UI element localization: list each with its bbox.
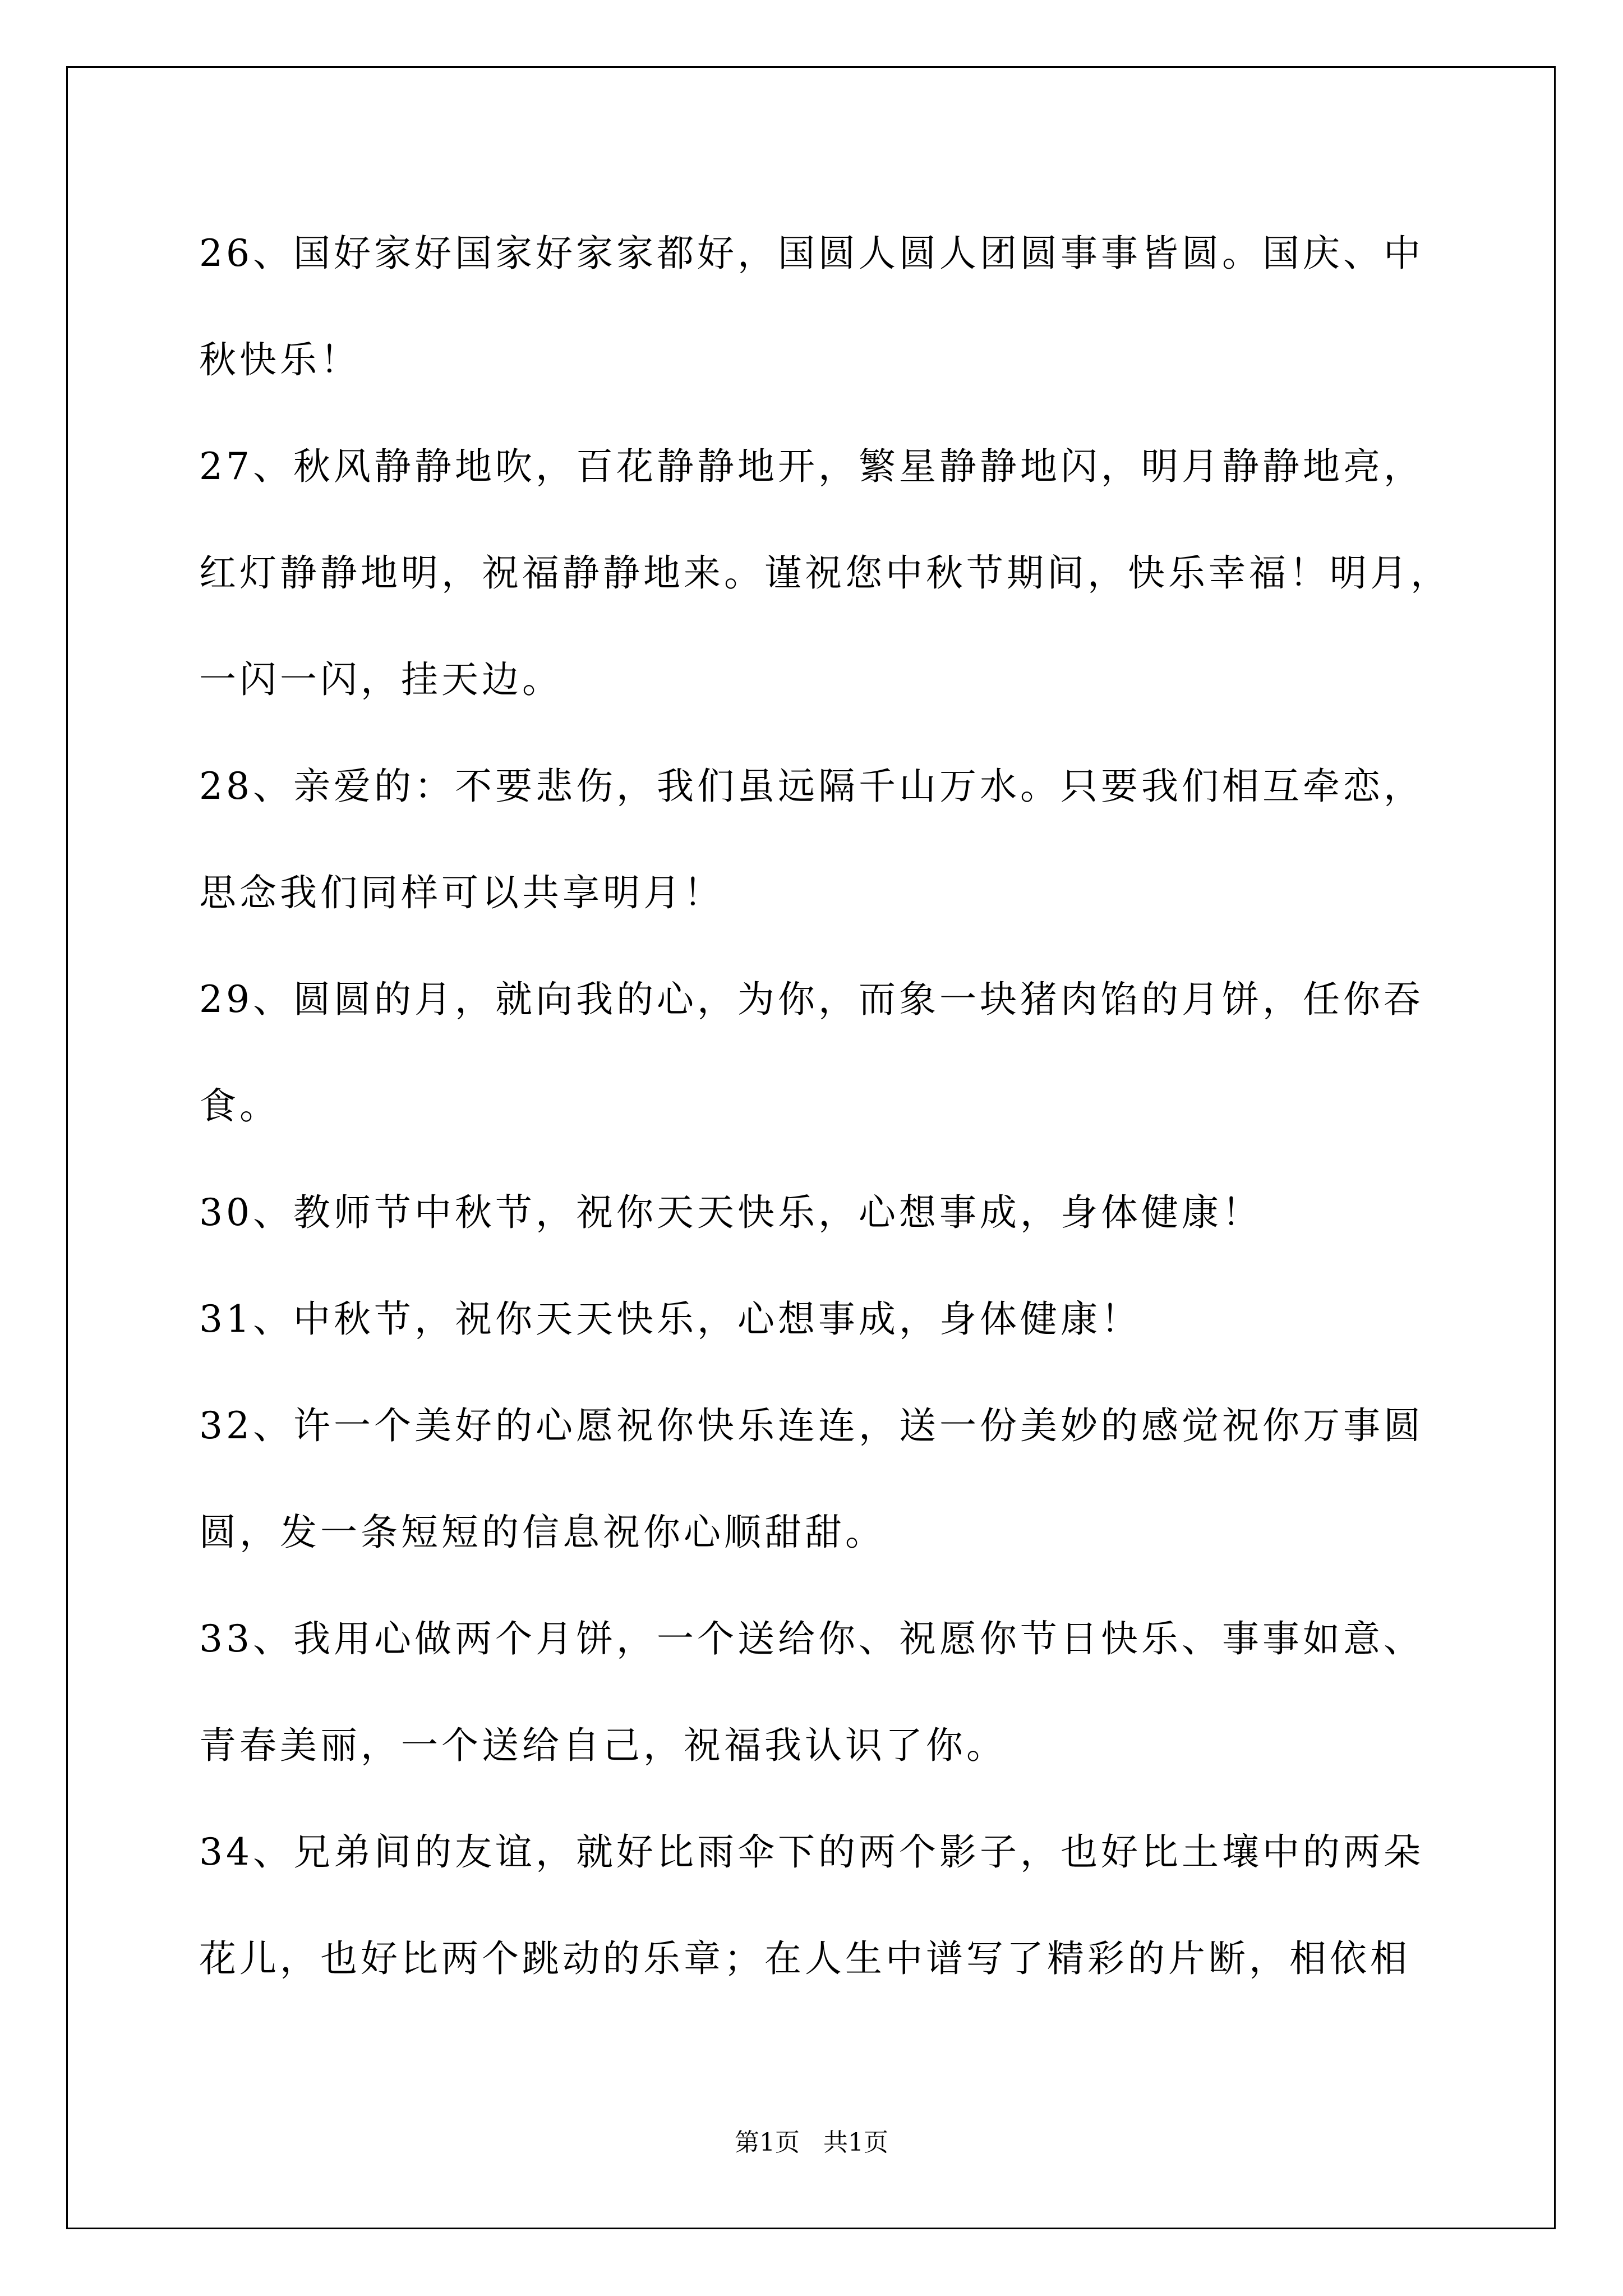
text-line: 31、中秋节，祝你天天快乐，心想事成，身体健康！ (199, 1297, 1141, 1341)
page-footer (0, 2126, 1623, 2160)
text-line: 青春美丽，一个送给自己，祝福我认识了你。 (199, 1724, 1007, 1767)
text-line: 30、教师节中秋节，祝你天天快乐，心想事成，身体健康！ (199, 1191, 1262, 1234)
page-number-total: 共1页 (823, 2128, 888, 2157)
text-line: 思念我们同样可以共享明月！ (199, 871, 724, 914)
text-line: 红灯静静地明，祝福静静地来。谨祝您中秋节期间，快乐幸福！明月， (199, 551, 1451, 595)
text-line: 28、亲爱的：不要悲伤，我们虽远隔千山万水。只要我们相互牵恋， (199, 765, 1424, 808)
text-line: 32、许一个美好的心愿祝你快乐连连，送一份美妙的感觉祝你万事圆 (199, 1404, 1424, 1447)
text-line: 34、兄弟间的友谊，就好比雨伞下的两个影子，也好比土壤中的两朵 (199, 1830, 1424, 1874)
page-number-current: 第1页 (735, 2128, 800, 2157)
text-line: 33、我用心做两个月饼，一个送给你、祝愿你节日快乐、事事如意、 (199, 1617, 1424, 1660)
text-line: 秋快乐！ (199, 338, 361, 381)
text-line: 26、国好家好国家好家家都好，国圆人圆人团圆事事皆圆。国庆、中 (199, 232, 1424, 275)
text-line: 圆，发一条短短的信息祝你心顺甜甜。 (199, 1511, 886, 1554)
text-line: 花儿，也好比两个跳动的乐章；在人生中谱写了精彩的片断，相依相 (199, 1937, 1410, 1980)
text-line: 食。 (199, 1084, 280, 1128)
document-body (199, 220, 1451, 2032)
text-line: 29、圆圆的月，就向我的心，为你，而象一块猪肉馅的月饼，任你吞 (199, 978, 1424, 1021)
text-line: 27、秋风静静地吹，百花静静地开，繁星静静地闪，明月静静地亮， (199, 445, 1424, 488)
text-line: 一闪一闪，挂天边。 (199, 658, 562, 701)
